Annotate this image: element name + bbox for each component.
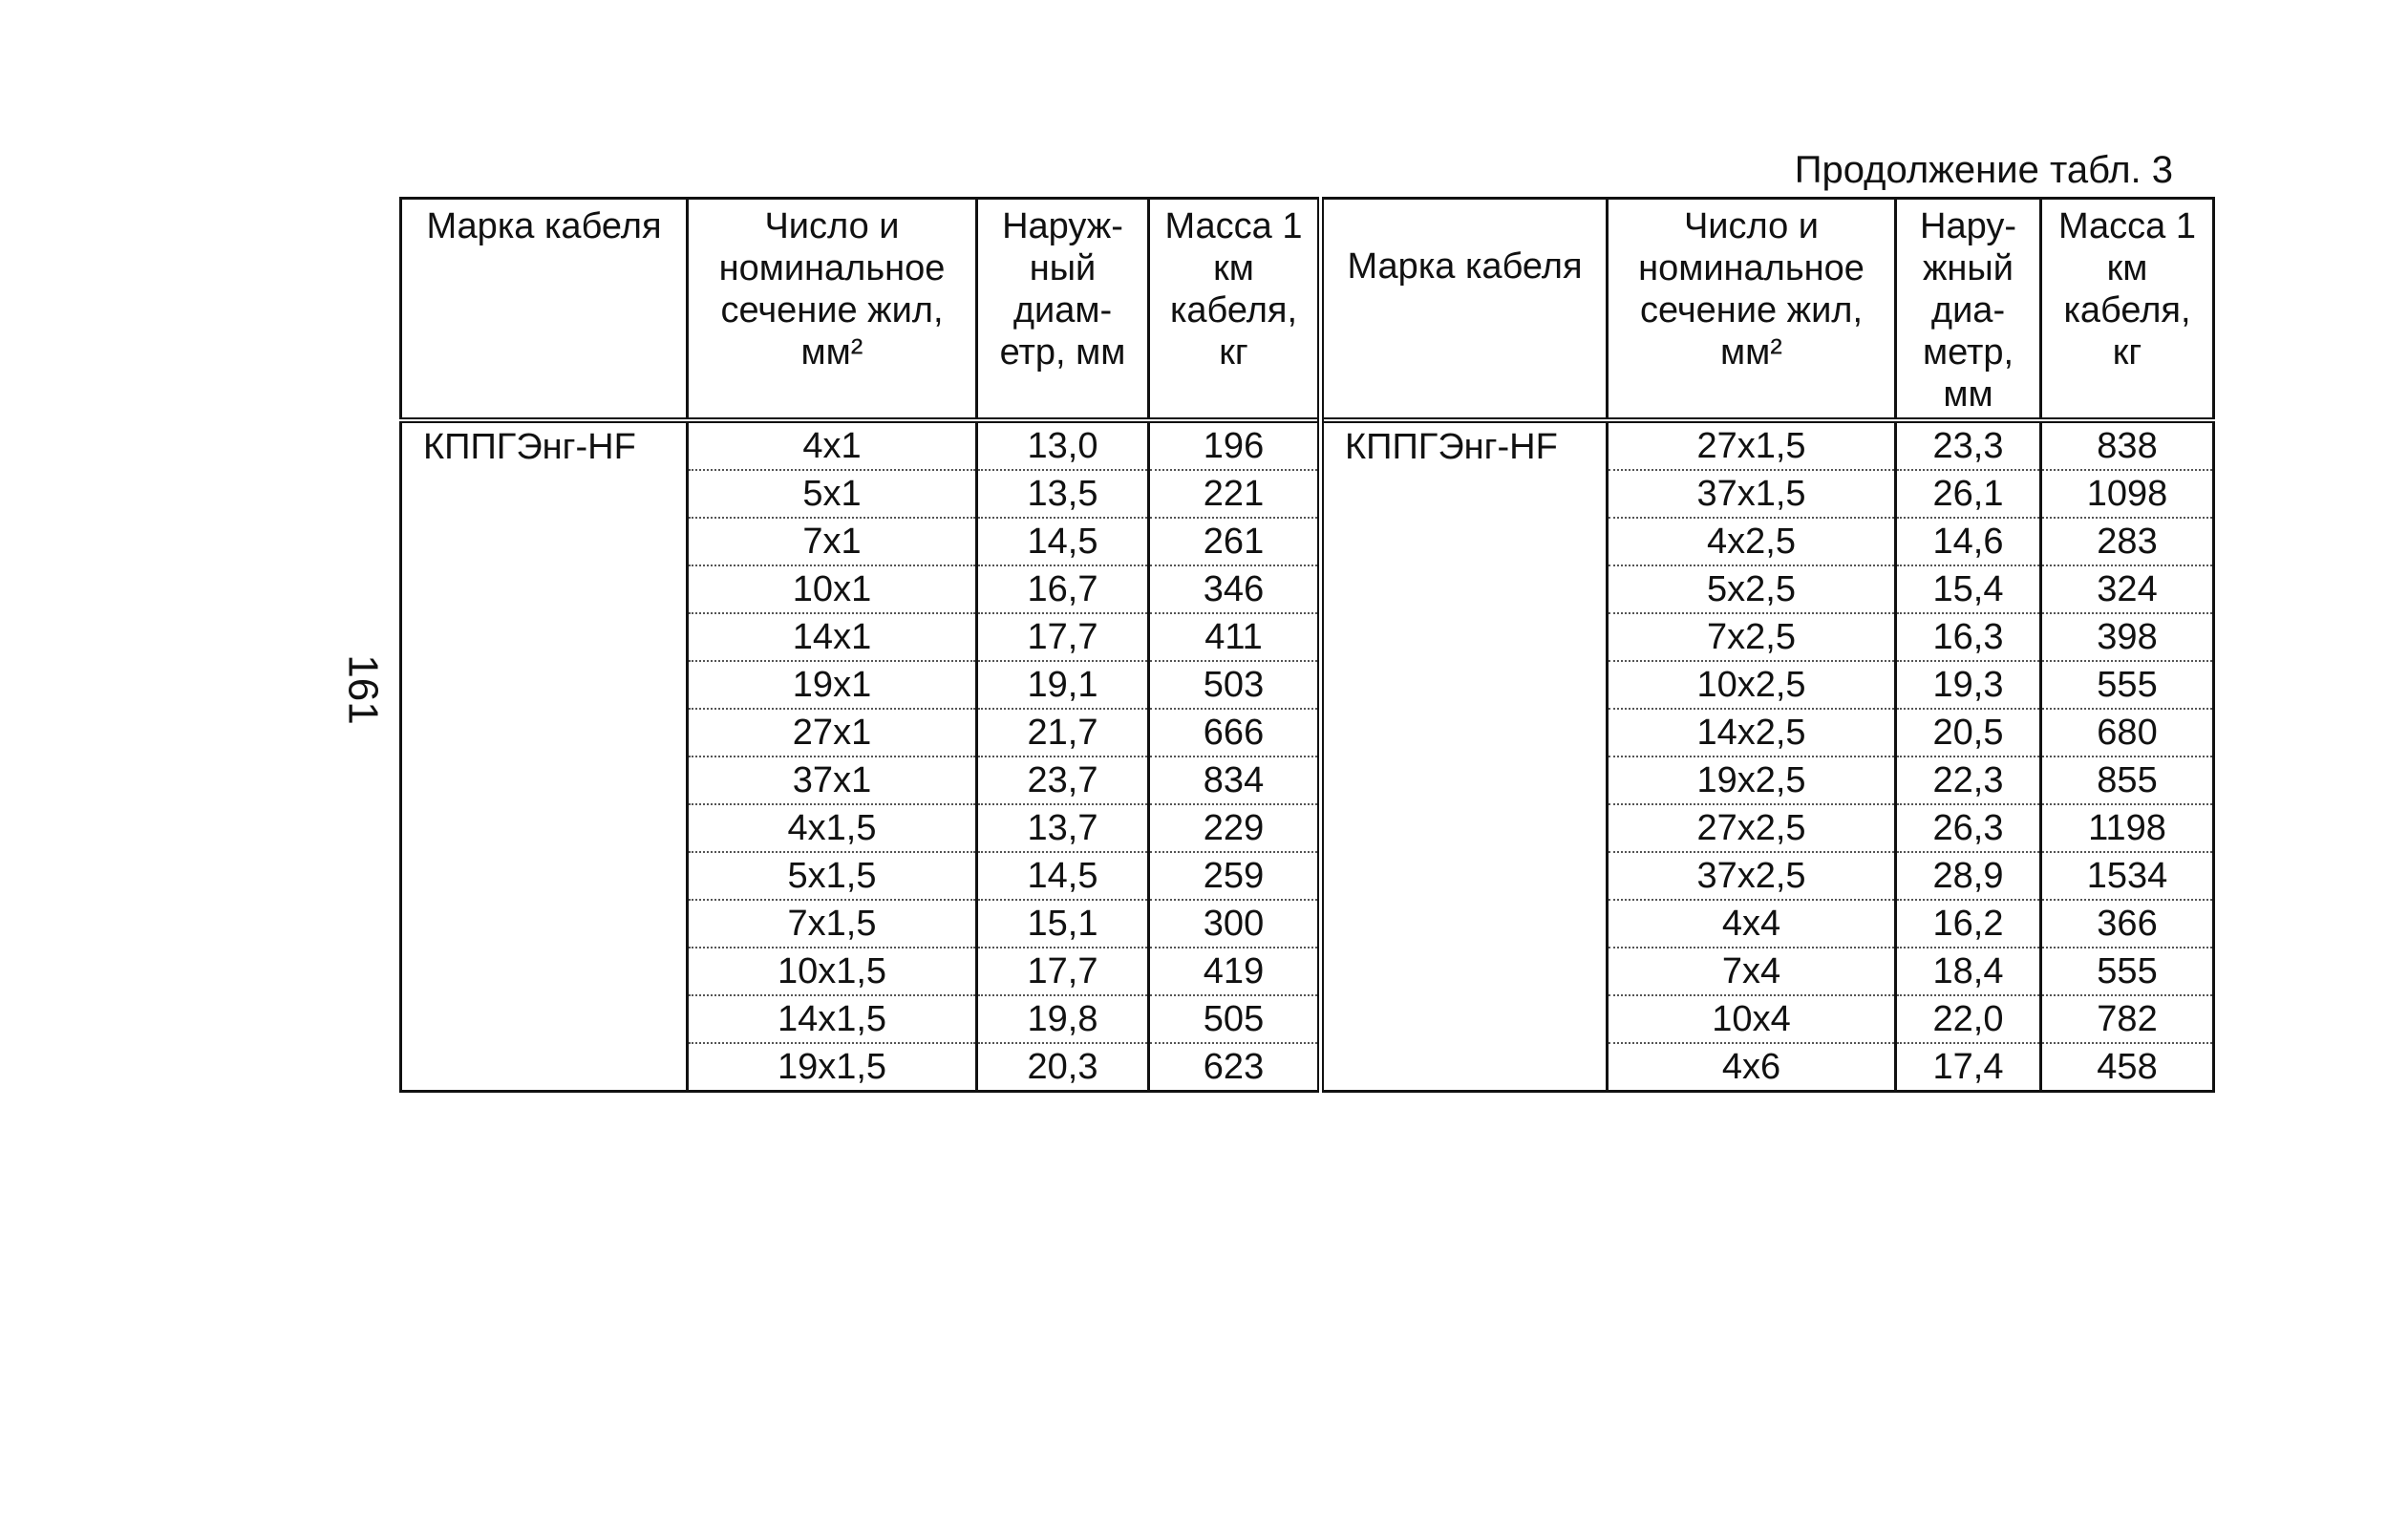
diameter-cell-right: 26,1 — [1896, 470, 2041, 518]
mass-cell: 261 — [1149, 518, 1321, 565]
brand-cell-right-empty — [1321, 804, 1608, 852]
brand-cell-right-empty — [1321, 565, 1608, 613]
cores-cell-right: 4x6 — [1608, 1043, 1896, 1092]
diameter-cell: 17,7 — [977, 948, 1149, 995]
cores-cell: 27x1 — [688, 709, 977, 756]
brand-cell-right-empty — [1321, 995, 1608, 1043]
mass-cell: 623 — [1149, 1043, 1321, 1092]
header-brand: Марка кабеля — [401, 199, 688, 421]
diameter-cell-right: 19,3 — [1896, 661, 2041, 709]
diameter-cell: 13,5 — [977, 470, 1149, 518]
brand-cell-right-empty — [1321, 900, 1608, 948]
diameter-cell-right: 26,3 — [1896, 804, 2041, 852]
mass-cell-right: 1098 — [2041, 470, 2214, 518]
cores-cell-right: 10x2,5 — [1608, 661, 1896, 709]
brand-cell-right: КППГЭнг-HF — [1321, 420, 1608, 470]
diameter-cell: 23,7 — [977, 756, 1149, 804]
mass-cell: 834 — [1149, 756, 1321, 804]
diameter-cell: 19,1 — [977, 661, 1149, 709]
brand-cell-empty — [401, 1043, 688, 1092]
cores-cell-right: 10x4 — [1608, 995, 1896, 1043]
mass-cell-right: 283 — [2041, 518, 2214, 565]
table-row — [401, 709, 2214, 756]
diameter-cell-right: 14,6 — [1896, 518, 2041, 565]
table-row — [401, 470, 2214, 518]
mass-cell: 300 — [1149, 900, 1321, 948]
brand-cell-empty — [401, 661, 688, 709]
diameter-cell: 14,5 — [977, 518, 1149, 565]
brand-cell-empty — [401, 948, 688, 995]
mass-cell-right: 855 — [2041, 756, 2214, 804]
cores-cell-right: 7x2,5 — [1608, 613, 1896, 661]
brand-cell-empty — [401, 709, 688, 756]
cores-cell-right: 19x2,5 — [1608, 756, 1896, 804]
header-diameter: Наруж- ный диам- етр, мм — [977, 199, 1149, 421]
cable-table — [399, 197, 2215, 1093]
brand-cell-empty — [401, 613, 688, 661]
cores-cell-right: 37x2,5 — [1608, 852, 1896, 900]
brand-cell-right-empty — [1321, 661, 1608, 709]
cores-cell: 19x1,5 — [688, 1043, 977, 1092]
diameter-cell-right: 15,4 — [1896, 565, 2041, 613]
brand-cell-empty — [401, 852, 688, 900]
brand-cell-empty — [401, 900, 688, 948]
brand-cell-empty — [401, 470, 688, 518]
mass-cell-right: 680 — [2041, 709, 2214, 756]
cores-cell-right: 4x4 — [1608, 900, 1896, 948]
cores-cell-right: 5x2,5 — [1608, 565, 1896, 613]
brand-cell-right-empty — [1321, 470, 1608, 518]
header-mass-right: Масса 1 км кабеля, кг — [2041, 199, 2214, 421]
diameter-cell: 17,7 — [977, 613, 1149, 661]
cores-cell: 19x1 — [688, 661, 977, 709]
brand-cell-right-empty — [1321, 613, 1608, 661]
diameter-cell: 20,3 — [977, 1043, 1149, 1092]
table-row — [401, 661, 2214, 709]
table-row — [401, 948, 2214, 995]
mass-cell: 229 — [1149, 804, 1321, 852]
mass-cell: 259 — [1149, 852, 1321, 900]
cores-cell: 4x1 — [688, 420, 977, 470]
header-brand-right: Марка кабеля — [1321, 199, 1608, 421]
diameter-cell-right: 16,2 — [1896, 900, 2041, 948]
cores-cell-right: 7x4 — [1608, 948, 1896, 995]
diameter-cell-right: 22,3 — [1896, 756, 2041, 804]
table-row — [401, 852, 2214, 900]
brand-cell-right-empty — [1321, 852, 1608, 900]
mass-cell: 419 — [1149, 948, 1321, 995]
table-row — [401, 518, 2214, 565]
diameter-cell: 14,5 — [977, 852, 1149, 900]
brand-cell-empty — [401, 804, 688, 852]
table-row — [401, 756, 2214, 804]
cores-cell-right: 27x2,5 — [1608, 804, 1896, 852]
brand-cell-right-empty — [1321, 518, 1608, 565]
diameter-cell: 13,0 — [977, 420, 1149, 470]
brand-cell-right-empty — [1321, 756, 1608, 804]
table-row — [401, 565, 2214, 613]
mass-cell: 411 — [1149, 613, 1321, 661]
diameter-cell: 19,8 — [977, 995, 1149, 1043]
cores-cell: 14x1,5 — [688, 995, 977, 1043]
mass-cell-right: 838 — [2041, 420, 2214, 470]
table-row — [401, 995, 2214, 1043]
diameter-cell-right: 20,5 — [1896, 709, 2041, 756]
mass-cell-right: 324 — [2041, 565, 2214, 613]
mass-cell-right: 555 — [2041, 661, 2214, 709]
table-row — [401, 900, 2214, 948]
cores-cell-right: 27x1,5 — [1608, 420, 1896, 470]
cores-cell: 10x1 — [688, 565, 977, 613]
page-number: 161 — [339, 654, 387, 725]
mass-cell: 503 — [1149, 661, 1321, 709]
cores-cell-right: 4x2,5 — [1608, 518, 1896, 565]
diameter-cell-right: 28,9 — [1896, 852, 2041, 900]
brand-cell-right-empty — [1321, 948, 1608, 995]
mass-cell-right: 782 — [2041, 995, 2214, 1043]
cores-cell-right: 37x1,5 — [1608, 470, 1896, 518]
diameter-cell-right: 17,4 — [1896, 1043, 2041, 1092]
header-cores: Число и номинальное сечение жил, мм² — [688, 199, 977, 421]
diameter-cell-right: 18,4 — [1896, 948, 2041, 995]
cores-cell: 10x1,5 — [688, 948, 977, 995]
brand-cell-empty — [401, 995, 688, 1043]
diameter-cell-right: 22,0 — [1896, 995, 2041, 1043]
mass-cell: 666 — [1149, 709, 1321, 756]
brand-cell-empty — [401, 518, 688, 565]
header-diameter-right: Нару- жный диа- метр, мм — [1896, 199, 2041, 421]
cores-cell: 7x1 — [688, 518, 977, 565]
table-row — [401, 420, 2214, 470]
mass-cell: 346 — [1149, 565, 1321, 613]
diameter-cell: 15,1 — [977, 900, 1149, 948]
header-mass: Масса 1 км кабеля, кг — [1149, 199, 1321, 421]
mass-cell-right: 366 — [2041, 900, 2214, 948]
diameter-cell: 21,7 — [977, 709, 1149, 756]
cores-cell: 5x1,5 — [688, 852, 977, 900]
mass-cell-right: 398 — [2041, 613, 2214, 661]
brand-cell-right-empty — [1321, 709, 1608, 756]
table-caption: Продолжение табл. 3 — [1794, 149, 2173, 191]
diameter-cell-right: 23,3 — [1896, 420, 2041, 470]
mass-cell: 221 — [1149, 470, 1321, 518]
header-cores-right: Число и номинальное сечение жил, мм² — [1608, 199, 1896, 421]
mass-cell-right: 555 — [2041, 948, 2214, 995]
cores-cell: 5x1 — [688, 470, 977, 518]
mass-cell-right: 1198 — [2041, 804, 2214, 852]
table-body — [401, 420, 2214, 1092]
brand-cell-right-empty — [1321, 1043, 1608, 1092]
header-row — [401, 199, 2214, 421]
cores-cell: 37x1 — [688, 756, 977, 804]
mass-cell: 505 — [1149, 995, 1321, 1043]
cores-cell: 7x1,5 — [688, 900, 977, 948]
mass-cell: 196 — [1149, 420, 1321, 470]
brand-cell-empty — [401, 565, 688, 613]
brand-cell-empty — [401, 756, 688, 804]
diameter-cell: 16,7 — [977, 565, 1149, 613]
diameter-cell-right: 16,3 — [1896, 613, 2041, 661]
cores-cell: 4x1,5 — [688, 804, 977, 852]
table-row — [401, 804, 2214, 852]
table-row — [401, 613, 2214, 661]
cores-cell: 14x1 — [688, 613, 977, 661]
mass-cell-right: 458 — [2041, 1043, 2214, 1092]
cores-cell-right: 14x2,5 — [1608, 709, 1896, 756]
table-row — [401, 1043, 2214, 1092]
diameter-cell: 13,7 — [977, 804, 1149, 852]
brand-cell: КППГЭнг-HF — [401, 420, 688, 470]
mass-cell-right: 1534 — [2041, 852, 2214, 900]
